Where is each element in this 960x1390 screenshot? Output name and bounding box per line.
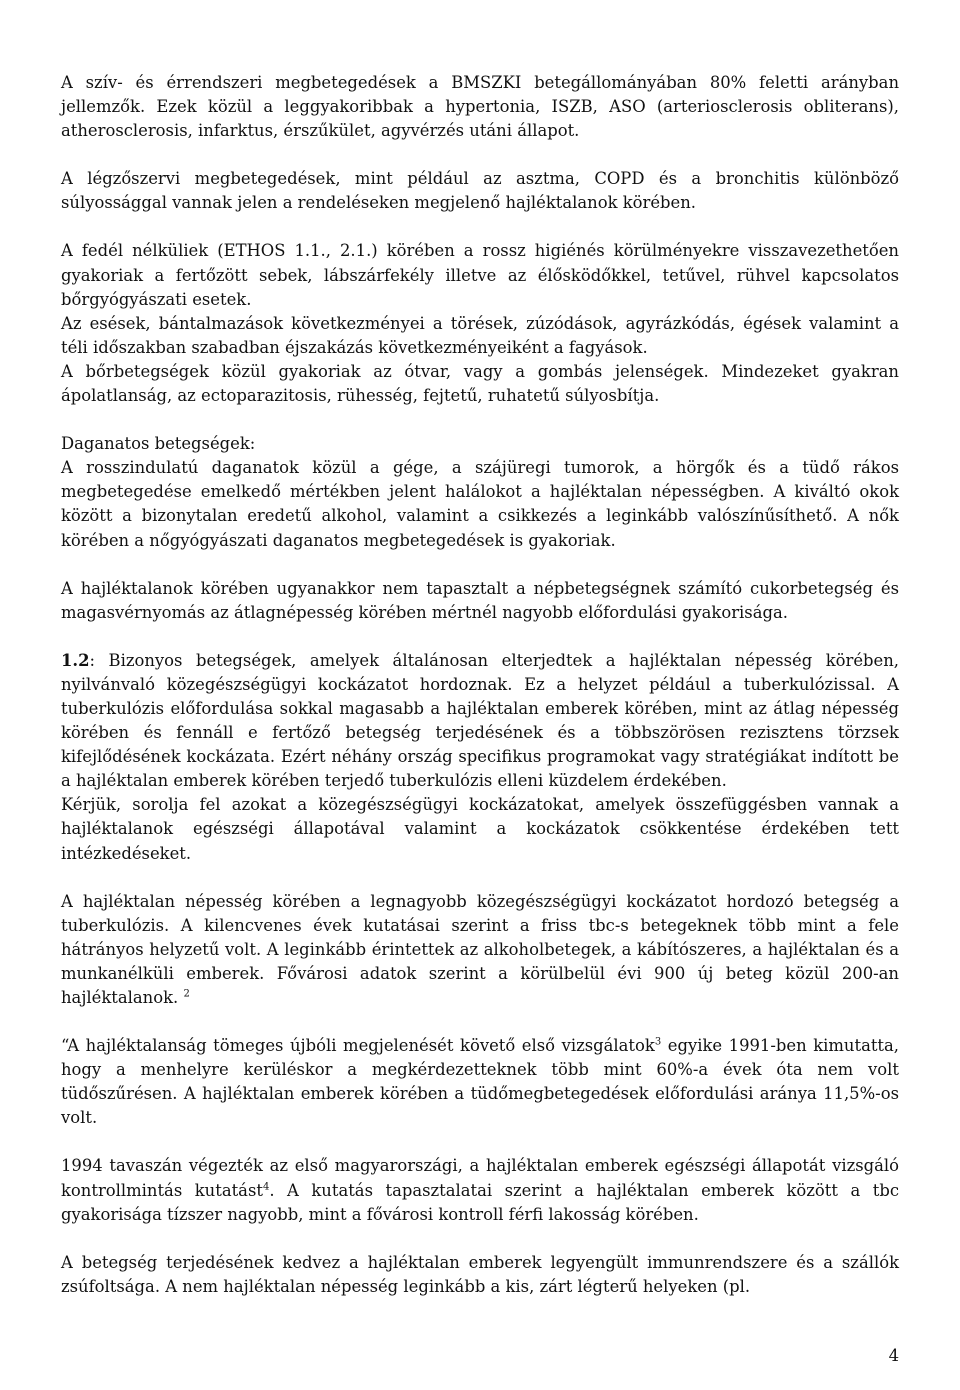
paragraph-cardiovascular: A szív- és érrendszeri megbetegedések a BMSZKI betegállományában 80% feletti arányban jellemzők. Ezek közül a leggyakoribbak a hypertonia, ISZB, ASO (arteriosclerosis obliterans), atherosclerosis, infarktus, érszűkület, agyvérzés utáni állapot. (61, 73, 899, 141)
document-body (61, 71, 899, 1299)
screening-text-b: egyike 1991-ben kimutatta, hogy a menhelyre kerüléskor a megkérdezetteknek több mint 60%-a évek óta nem volt tüdőszűrésen. A hajléktalan emberek körében a tüdőmegbetegedések előfordulási aránya 11,5%-os volt. (61, 1036, 899, 1128)
paragraph-request: Kérjük, sorolja fel azokat a közegészségügyi kockázatokat, amelyek összefüggésben vannak a hajléktalanok egészségi állapotával valamint a kockázatok csökkentése érdekében tett intézkedéseket. (61, 795, 899, 863)
study-text-b: . A kutatás tapasztalatai szerint a hajléktalan emberek között a tbc gyakorisága tízszer nagyobb, mint a fővárosi kontroll férfi lakosság körében. (61, 1180, 899, 1224)
question-number: 1.2 (61, 650, 90, 670)
question-text: : Bizonyos betegségek, amelyek általánosan elterjedtek a hajléktalan népesség körében, nyilvánvaló közegészségügyi kockázatot hordoznak. Ez a helyzet például a tuberkulózissal. A tuberkulózis előfordulása sokkal magasabb a hajléktalan emberek körében, mint az átlag népesség körében és fennáll e fertőző betegség terjedésének és a többszörösen rezisztens törzsek kifejlődésének kockázata. Ezért néhány ország specifikus programokat vagy stratégiákat indított be a hajléktalan emberek körében terjedő tuberkulózis elleni küzdelem érdekében. (61, 650, 899, 791)
screening-text-a: “A hajléktalanság tömeges újbóli megjelenését követő első vizsgálatok (61, 1036, 655, 1056)
paragraph-skin-diseases: A bőrbetegségek közül gyakoriak az ótvar, vagy a gombás jelenségek. Mindezeket gyakran ápolatlanság, az ectoparazitosis, rühesség, fejtetű, ruhatetű súlyosbítja. (61, 361, 899, 406)
paragraph-cancer: A rosszindulatú daganatok közül a gége, a szájüregi tumorok, a hörgők és a tüdő rákos megbetegedése emelkedő mértékben jelent halálokot a hajléktalan népességben. A kiváltó okok között a bizonytalan eredetű alkohol, valamint a csikkezés a leginkább valószínűsíthető. A nők körében a nőgyógyászati daganatos megbetegedések is gyakoriak. (61, 458, 899, 550)
paragraph-cancer-heading: Daganatos betegségek: (61, 434, 256, 454)
paragraph-1994-study (61, 1154, 899, 1226)
paragraph-tuberculosis (61, 890, 899, 1010)
page-number: 4 (888, 1346, 899, 1365)
footnote-ref-2: 2 (183, 988, 190, 1000)
footnote-ref-3: 3 (654, 1036, 662, 1048)
paragraph-diabetes: A hajléktalanok körében ugyanakkor nem tapasztalt a népbetegségnek számító cukorbetegség és magasvérnyomás az átlagnépesség körében mértnél nagyobb előfordulási gyakorisága. (61, 578, 899, 622)
paragraph-injuries: Az esések, bántalmazások következményei a törések, zúzódások, agyrázkódás, égések valamint a téli időszakban szabadban éjszakázás következményeiként a fagyások. (61, 313, 899, 357)
tuberculosis-text: A hajléktalan népesség körében a legnagyobb közegészségügyi kockázatot hordozó betegség a tuberkulózis. A kilencvenes évek kutatásai szerint a friss tbc-s betegeknek több mint a fele hátrányos helyzetű volt. A leginkább érintettek az alkoholbetegek, a kábítószeres, a hajléktalan és a munkanélküli emberek. Fővárosi adatok szerint a körülbelül évi 900 új beteg közül 200-an hajléktalanok. (61, 891, 899, 1007)
footnote-ref-4: 4 (262, 1181, 270, 1193)
paragraph-respiratory: A légzőszervi megbetegedések, mint például az asztma, COPD és a bronchitis különböző súlyossággal vannak jelen a rendeléseken megjelenő hajléktalanok körében. (61, 169, 899, 213)
paragraph-roofless: A fedél nélküliek (ETHOS 1.1., 2.1.) körében a rossz higiénés körülményekre visszavezethetően gyakoriak a fertőzött sebek, lábszárfekély illetve az élősködőkkel, tetűvel, rühvel kapcsolatos bőrgyógyászati esetek. (61, 241, 899, 309)
paragraph-question-1-2 (61, 649, 899, 794)
paragraph-spread: A betegség terjedésének kedvez a hajléktalan emberek legyengült immunrendszere és a szállók zsúfoltsága. A nem hajléktalan népesség leginkább a kis, zárt légterű helyeken (pl. (61, 1252, 899, 1296)
paragraph-screening (61, 1034, 899, 1130)
study-text-a: 1994 tavaszán végezték az első magyarországi, a hajléktalan emberek egészségi állapotát vizsgáló kontrollmintás kutatást (61, 1156, 899, 1200)
